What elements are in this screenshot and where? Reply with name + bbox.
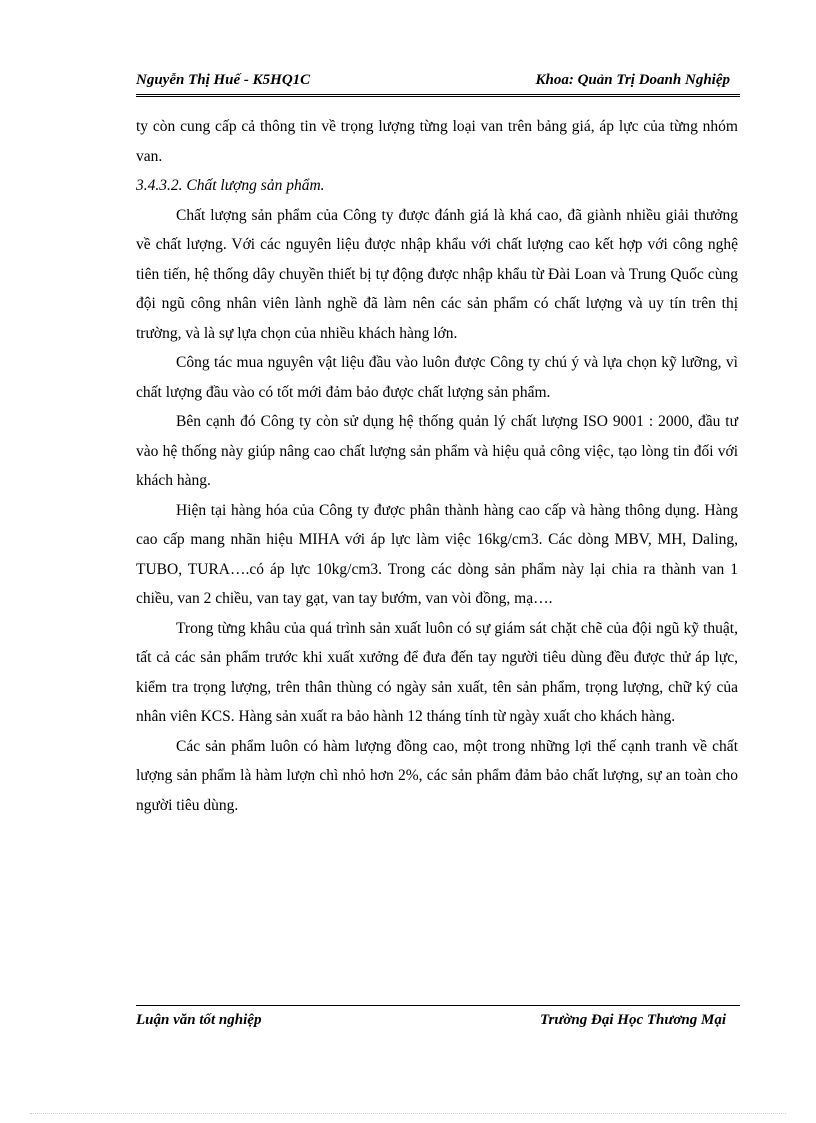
paragraph-continued: ty còn cung cấp cả thông tin về trọng lượng từng loại van trên bảng giá, áp lực của từng nhóm van. bbox=[136, 118, 738, 165]
paragraph: Chất lượng sản phẩm của Công ty được đánh giá là khá cao, đã giành nhiều giải thưởng về chất lượng. Với các nguyên liệu được nhập khẩu với chất lượng cao kết hợp với công nghệ tiên tiến, hệ thống dây chuyền thiết bị tự động được nhập khẩu từ Đài Loan và Trung Quốc cùng đội ngũ công nhân viên lành nghề đã làm nên các sản phẩm có chất lượng và uy tín trên thị trường, và là sự lựa chọn của nhiều khách hàng lớn. bbox=[136, 206, 738, 342]
footer-thesis-label: Luận văn tốt nghiệp bbox=[136, 1012, 262, 1028]
header-faculty: Khoa: Quản Trị Doanh Nghiệp bbox=[535, 72, 730, 88]
paragraph: Bên cạnh đó Công ty còn sử dụng hệ thống quản lý chất lượng ISO 9001 : 2000, đầu tư vào hệ thống này giúp nâng cao chất lượng sản phẩm và hiệu quả công việc, tạo lòng tin đối với khách hàng. bbox=[136, 413, 738, 489]
section-heading: 3.4.3.2. Chất lượng sản phẩm. bbox=[136, 177, 325, 194]
document-body bbox=[136, 112, 738, 820]
page-bottom-divider bbox=[30, 1113, 786, 1114]
footer-university: Trường Đại Học Thương Mại bbox=[539, 1012, 726, 1028]
paragraph: Trong từng khâu của quá trình sản xuất luôn có sự giám sát chặt chẽ của đội ngũ kỹ thuật, tất cả các sản phẩm trước khi xuất xưởng để đưa đến tay người tiêu dùng đều được thử áp lực, kiểm tra trọng lượng, trên thân thùng có ngày sản xuất, tên sản phẩm, trọng lượng, chữ ký của nhân viên KCS. Hàng sản xuất ra bảo hành 12 tháng tính từ ngày xuất cho khách hàng. bbox=[136, 619, 738, 725]
paragraph: Công tác mua nguyên vật liệu đầu vào luôn được Công ty chú ý và lựa chọn kỹ lưỡng, vì chất lượng đầu vào có tốt mới đảm bảo được chất lượng sản phẩm. bbox=[136, 354, 738, 401]
paragraph: Hiện tại hàng hóa của Công ty được phân thành hàng cao cấp và hàng thông dụng. Hàng cao cấp mang nhãn hiệu MIHA với áp lực làm việc 16kg/cm3. Các dòng MBV, MH, Daling, TUBO, TURA….có áp lực 10kg/cm3. Trong các dòng sản phẩm này lại chia ra thành van 1 chiều, van 2 chiều, van tay gạt, van tay bướm, van vòi đồng, mạ…. bbox=[136, 501, 738, 607]
paragraph: Các sản phẩm luôn có hàm lượng đồng cao, một trong những lợi thế cạnh tranh về chất lượng sản phẩm là hàm lượn chì nhỏ hơn 2%, các sản phẩm đảm bảo chất lượng, sự an toàn cho người tiêu dùng. bbox=[136, 737, 738, 814]
header-author: Nguyễn Thị Huế - K5HQ1C bbox=[136, 72, 311, 88]
page-footer bbox=[136, 1005, 740, 1030]
page-header bbox=[136, 72, 740, 97]
